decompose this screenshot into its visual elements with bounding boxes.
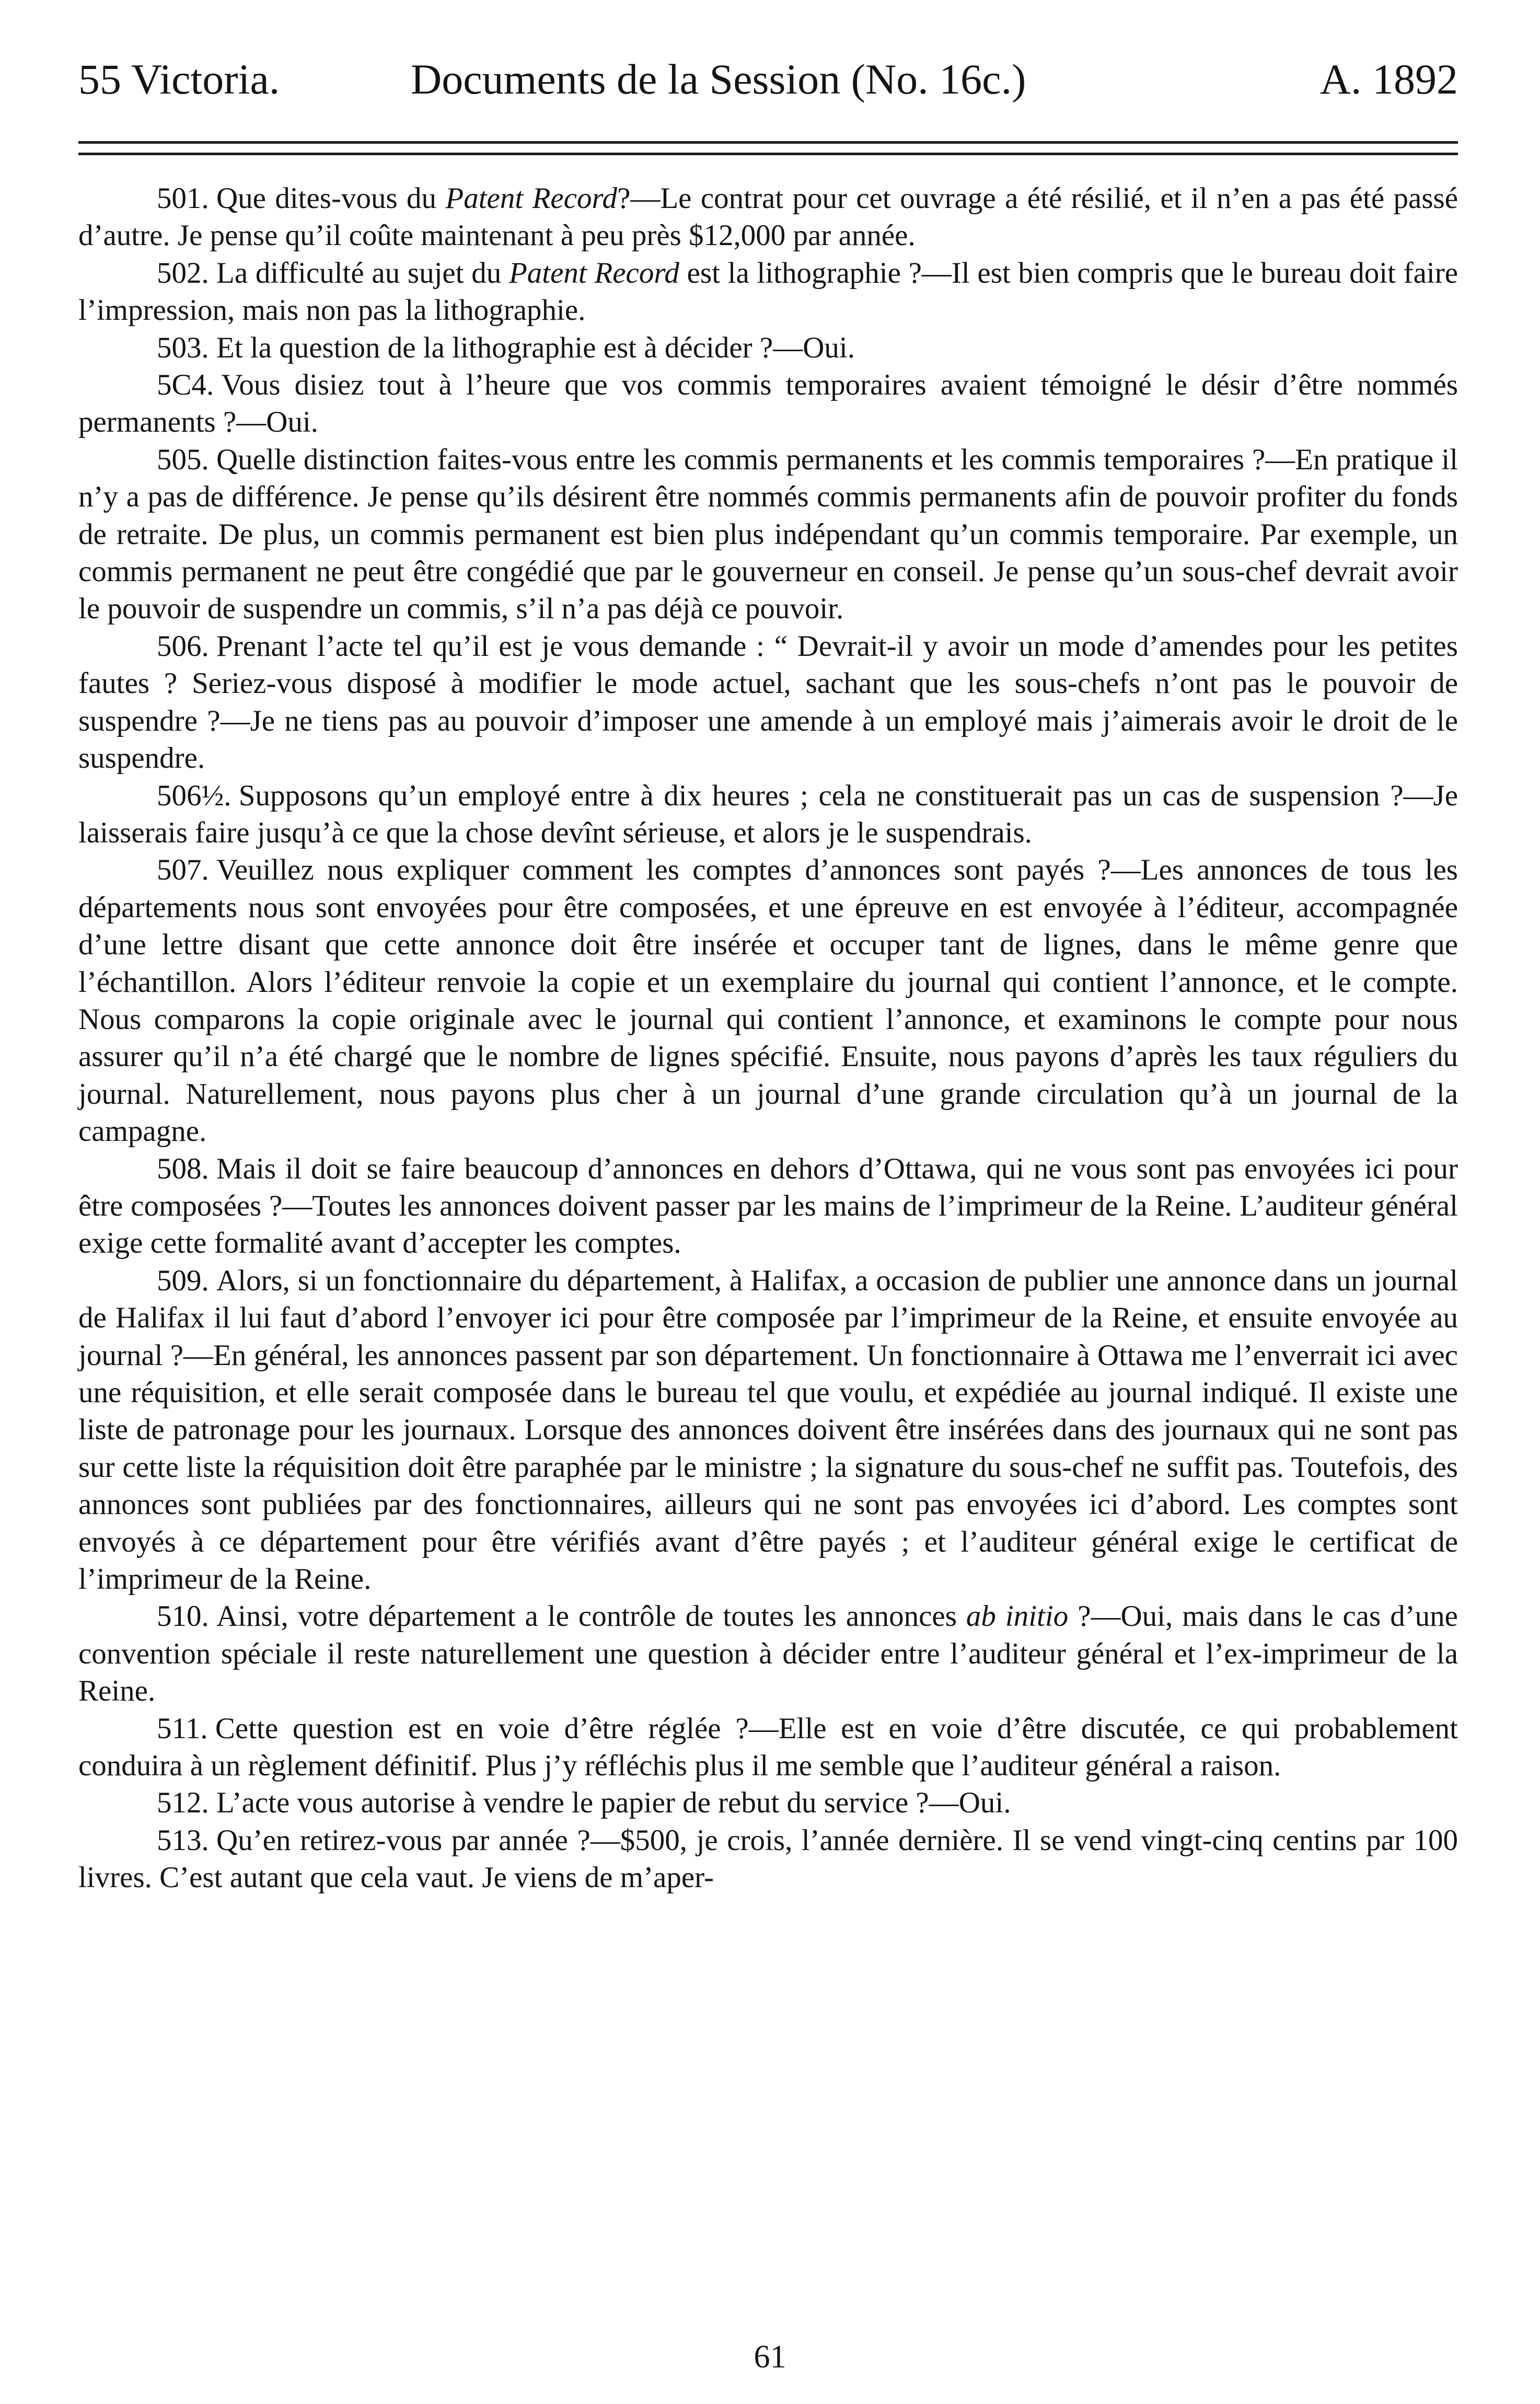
paragraph-text: Vous disiez tout à l’heure que vos commis temporaires avaient témoigné le désir d’être nommés permanents ?—Oui. <box>78 368 1458 439</box>
paragraph <box>78 1822 1458 1897</box>
paragraph-text: Qu’en retirez-vous par année ?—$500, je crois, l’année dernière. Il se vend vingt-cinq centins par 100 livres. C’est autant que cela vaut. Je viens de m’aper- <box>78 1823 1458 1894</box>
paragraph <box>78 628 1458 777</box>
body-text <box>78 180 1458 1897</box>
paragraph-text-cont: ?—Oui, mais dans le cas d’une convention spéciale il reste naturellement une question à décider entre l’auditeur général et l’ex-imprimeur de la Reine. <box>78 1600 1458 1708</box>
question-number: 503. <box>157 331 209 364</box>
paragraph <box>78 1262 1458 1598</box>
question-number: 502. <box>157 256 209 290</box>
question-number: 508. <box>157 1152 209 1185</box>
paragraph <box>78 366 1458 441</box>
italic-term: Patent Record <box>508 256 679 290</box>
paragraph-text: Quelle distinction faites-vous entre les commis permanents et les commis temporaires ?—En pratique il n’y a pas de différence. Je pense qu’ils désirent être nommés commis permanents afin de pouvoir profiter du fonds de retraite. De plus, un commis permanent est bien plus indépendant qu’un commis temporaire. Par exemple, un commis permanent ne peut être congédié que par le gouverneur en conseil. Je pense qu’un sous-chef devrait avoir le pouvoir de suspendre un commis, s’il n’a pas déjà ce pouvoir. <box>78 443 1458 626</box>
question-number: 509. <box>157 1264 209 1297</box>
paragraph-text: Prenant l’acte tel qu’il est je vous demande : “ Devrait-il y avoir un mode d’amendes pour les petites fautes ? Seriez-vous disposé à modifier le mode actuel, sachant que les sous-chefs n’ont pas le pouvoir de suspendre ?—Je ne tiens pas au pouvoir d’imposer une amende à un employé mais j’aimerais avoir le droit de le suspendre. <box>78 629 1458 775</box>
question-number: 513. <box>157 1823 209 1857</box>
paragraph <box>78 180 1458 255</box>
question-number: 5C4. <box>157 368 214 402</box>
paragraph <box>78 1598 1458 1709</box>
question-number: 501. <box>157 182 209 215</box>
paragraph-text-cont: est la lithographie ?—Il est bien compris que le bureau doit faire l’impression, mais non pas la lithographie. <box>78 256 1458 327</box>
paragraph <box>78 1150 1458 1262</box>
paragraph <box>78 1784 1458 1821</box>
question-number: 512. <box>157 1786 209 1820</box>
paragraph-text: La difficulté au sujet du <box>216 256 509 290</box>
paragraph <box>78 777 1458 852</box>
paragraph <box>78 851 1458 1150</box>
italic-term: ab initio <box>966 1600 1069 1633</box>
italic-term: Patent Record <box>445 182 618 215</box>
question-number: 505. <box>157 443 209 476</box>
paragraph-text-cont: ?—Le contrat pour cet ouvrage a été résilié, et il n’en a pas été passé d’autre. Je pense qu’il coûte maintenant à peu près $12,000 par année. <box>78 182 1458 252</box>
paragraph <box>78 255 1458 329</box>
paragraph <box>78 1710 1458 1785</box>
question-number: 511. <box>157 1712 208 1745</box>
page-number: 61 <box>754 2339 786 2375</box>
header-year: A. 1892 <box>1319 55 1458 103</box>
paragraph-text: Mais il doit se faire beaucoup d’annonces en dehors d’Ottawa, qui ne vous sont pas envoyées ici pour être composées ?—Toutes les annonces doivent passer par les mains de l’imprimeur de la Reine. L’auditeur général exige cette formalité avant d’accepter les comptes. <box>78 1152 1458 1260</box>
paragraph-text: Ainsi, votre département a le contrôle de toutes les annonces <box>216 1600 966 1633</box>
question-number: 510. <box>157 1600 209 1633</box>
question-number: 506½. <box>157 779 231 812</box>
running-header <box>78 48 1458 111</box>
paragraph-text: Supposons qu’un employé entre à dix heures ; cela ne constituerait pas un cas de suspension ?—Je laisserais faire jusqu’à ce que la chose devînt sérieuse, et alors je le suspendrais. <box>78 779 1458 849</box>
paragraph <box>78 441 1458 628</box>
header-rule-top <box>78 141 1458 144</box>
paragraph <box>78 329 1458 366</box>
question-number: 506. <box>157 629 209 663</box>
header-regnal-year: 55 Victoria. <box>78 55 280 103</box>
paragraph-text: Que dites-vous du <box>216 182 446 215</box>
question-number: 507. <box>157 853 209 887</box>
header-rule-bottom <box>78 153 1458 155</box>
paragraph-text: Alors, si un fonctionnaire du département, à Halifax, a occasion de publier une annonce dans un journal de Halifax il lui faut d’abord l’envoyer ici pour être composée par l’imprimeur de la Reine, et ensuite envoyée au journal ?—En général, les annonces passent par son département. Un fonctionnaire à Ottawa me l’enverrait ici avec une réquisition, et elle serait composée dans le bureau tel que voulu, et expédiée au journal indiqué. Il existe une liste de patronage pour les journaux. Lorsque des annonces doivent être insérées dans des journaux qui ne sont pas sur cette liste la réquisition doit être paraphée par le ministre ; la signature du sous-chef ne suffit pas. Toutefois, des annonces sont publiées par des fonctionnaires, ailleurs qui ne sont pas envoyées ici d’abord. Les comptes sont envoyés à ce département pour être vérifiés avant d’être payés ; et l’auditeur général exige le certificat de l’imprimeur de la Reine. <box>78 1264 1458 1596</box>
paragraph-text: Et la question de la lithographie est à décider ?—Oui. <box>216 331 855 364</box>
header-title: Documents de la Session (No. 16c.) <box>411 55 1026 103</box>
paragraph-text: Cette question est en voie d’être réglée ?—Elle est en voie d’être discutée, ce qui probablement conduira à un règlement définitif. Plus j’y réfléchis plus il me semble que l’auditeur général a raison. <box>78 1712 1458 1783</box>
paragraph-text: L’acte vous autorise à vendre le papier de rebut du service ?—Oui. <box>216 1786 1011 1820</box>
paragraph-text: Veuillez nous expliquer comment les comptes d’annonces sont payés ?—Les annonces de tous les départements nous sont envoyées pour être composées, et une épreuve en est envoyée à l’éditeur, accompagnée d’une lettre disant que cette annonce doit être insérée et occuper tant de lignes, dans le même genre que l’échantillon. Alors l’éditeur renvoie la copie et un exemplaire du journal qui contient l’annonce, et le compte. Nous comparons la copie originale avec le journal qui contient l’annonce, et examinons le compte pour nous assurer qu’il n’a été chargé que le nombre de lignes spécifié. Ensuite, nous payons d’après les taux réguliers du journal. Naturellement, nous payons plus cher à un journal d’une grande circulation qu’à un journal de la campagne. <box>78 853 1458 1148</box>
